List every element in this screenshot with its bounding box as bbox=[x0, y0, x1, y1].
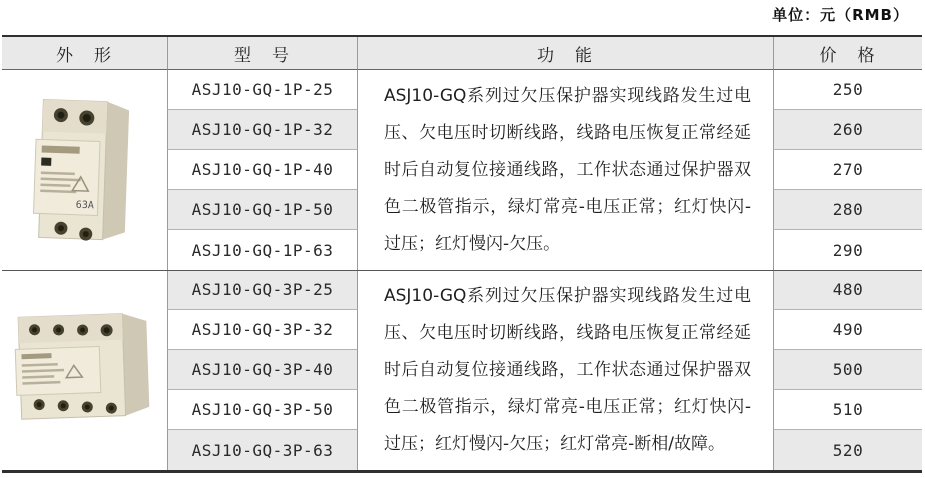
function-text: ASJ10-GQ系列过欠压保护器实现线路发生过电压、欠电压时切断线路，线路电压恢复正常经延时后自动复位接通线路，工作状态通过保护器双色二极管指示，绿灯常亮-电压正常；红灯快闪-过压；红灯慢闪-欠压；红灯常亮-断相/故障。 bbox=[384, 285, 751, 454]
price-cell: 290 bbox=[773, 230, 922, 270]
shape-cell-3p bbox=[2, 270, 167, 470]
price-cell: 260 bbox=[773, 110, 922, 150]
product-photo-1p-icon bbox=[30, 89, 139, 251]
model-cell: ASJ10-GQ-3P-32 bbox=[167, 310, 358, 350]
model-cell: ASJ10-GQ-1P-50 bbox=[167, 190, 358, 230]
product-photo-3p-icon bbox=[7, 304, 161, 435]
function-cell-1p bbox=[358, 70, 773, 270]
model-cell: ASJ10-GQ-3P-50 bbox=[167, 390, 358, 430]
group-divider-rule bbox=[2, 270, 922, 271]
price-cell: 520 bbox=[773, 430, 922, 470]
header-function: 功 能 bbox=[358, 37, 773, 70]
model-cell: ASJ10-GQ-3P-63 bbox=[167, 430, 358, 470]
header-shape: 外 形 bbox=[2, 37, 167, 70]
header-model: 型 号 bbox=[167, 37, 358, 70]
model-cell: ASJ10-GQ-1P-32 bbox=[167, 110, 358, 150]
price-cell: 510 bbox=[773, 390, 922, 430]
model-cell: ASJ10-GQ-3P-40 bbox=[167, 350, 358, 390]
shape-cell-1p bbox=[2, 70, 167, 270]
price-cell: 250 bbox=[773, 70, 922, 110]
model-cell: ASJ10-GQ-1P-40 bbox=[167, 150, 358, 190]
price-cell: 280 bbox=[773, 190, 922, 230]
price-cell: 270 bbox=[773, 150, 922, 190]
price-cell: 490 bbox=[773, 310, 922, 350]
function-cell-3p bbox=[358, 270, 773, 470]
price-cell: 480 bbox=[773, 270, 922, 310]
model-cell: ASJ10-GQ-1P-63 bbox=[167, 230, 358, 270]
price-cell: 500 bbox=[773, 350, 922, 390]
device-marking-63a: 63A bbox=[75, 199, 94, 212]
unit-note: 单位：元（RMB） bbox=[772, 6, 909, 24]
header-price: 价 格 bbox=[773, 37, 922, 70]
model-cell: ASJ10-GQ-1P-25 bbox=[167, 70, 358, 110]
function-text: ASJ10-GQ系列过欠压保护器实现线路发生过电压、欠电压时切断线路，线路电压恢复正常经延时后自动复位接通线路，工作状态通过保护器双色二极管指示，绿灯常亮-电压正常；红灯快闪-过压；红灯慢闪-欠压。 bbox=[384, 85, 751, 254]
model-cell: ASJ10-GQ-3P-25 bbox=[167, 270, 358, 310]
price-table bbox=[2, 35, 922, 473]
